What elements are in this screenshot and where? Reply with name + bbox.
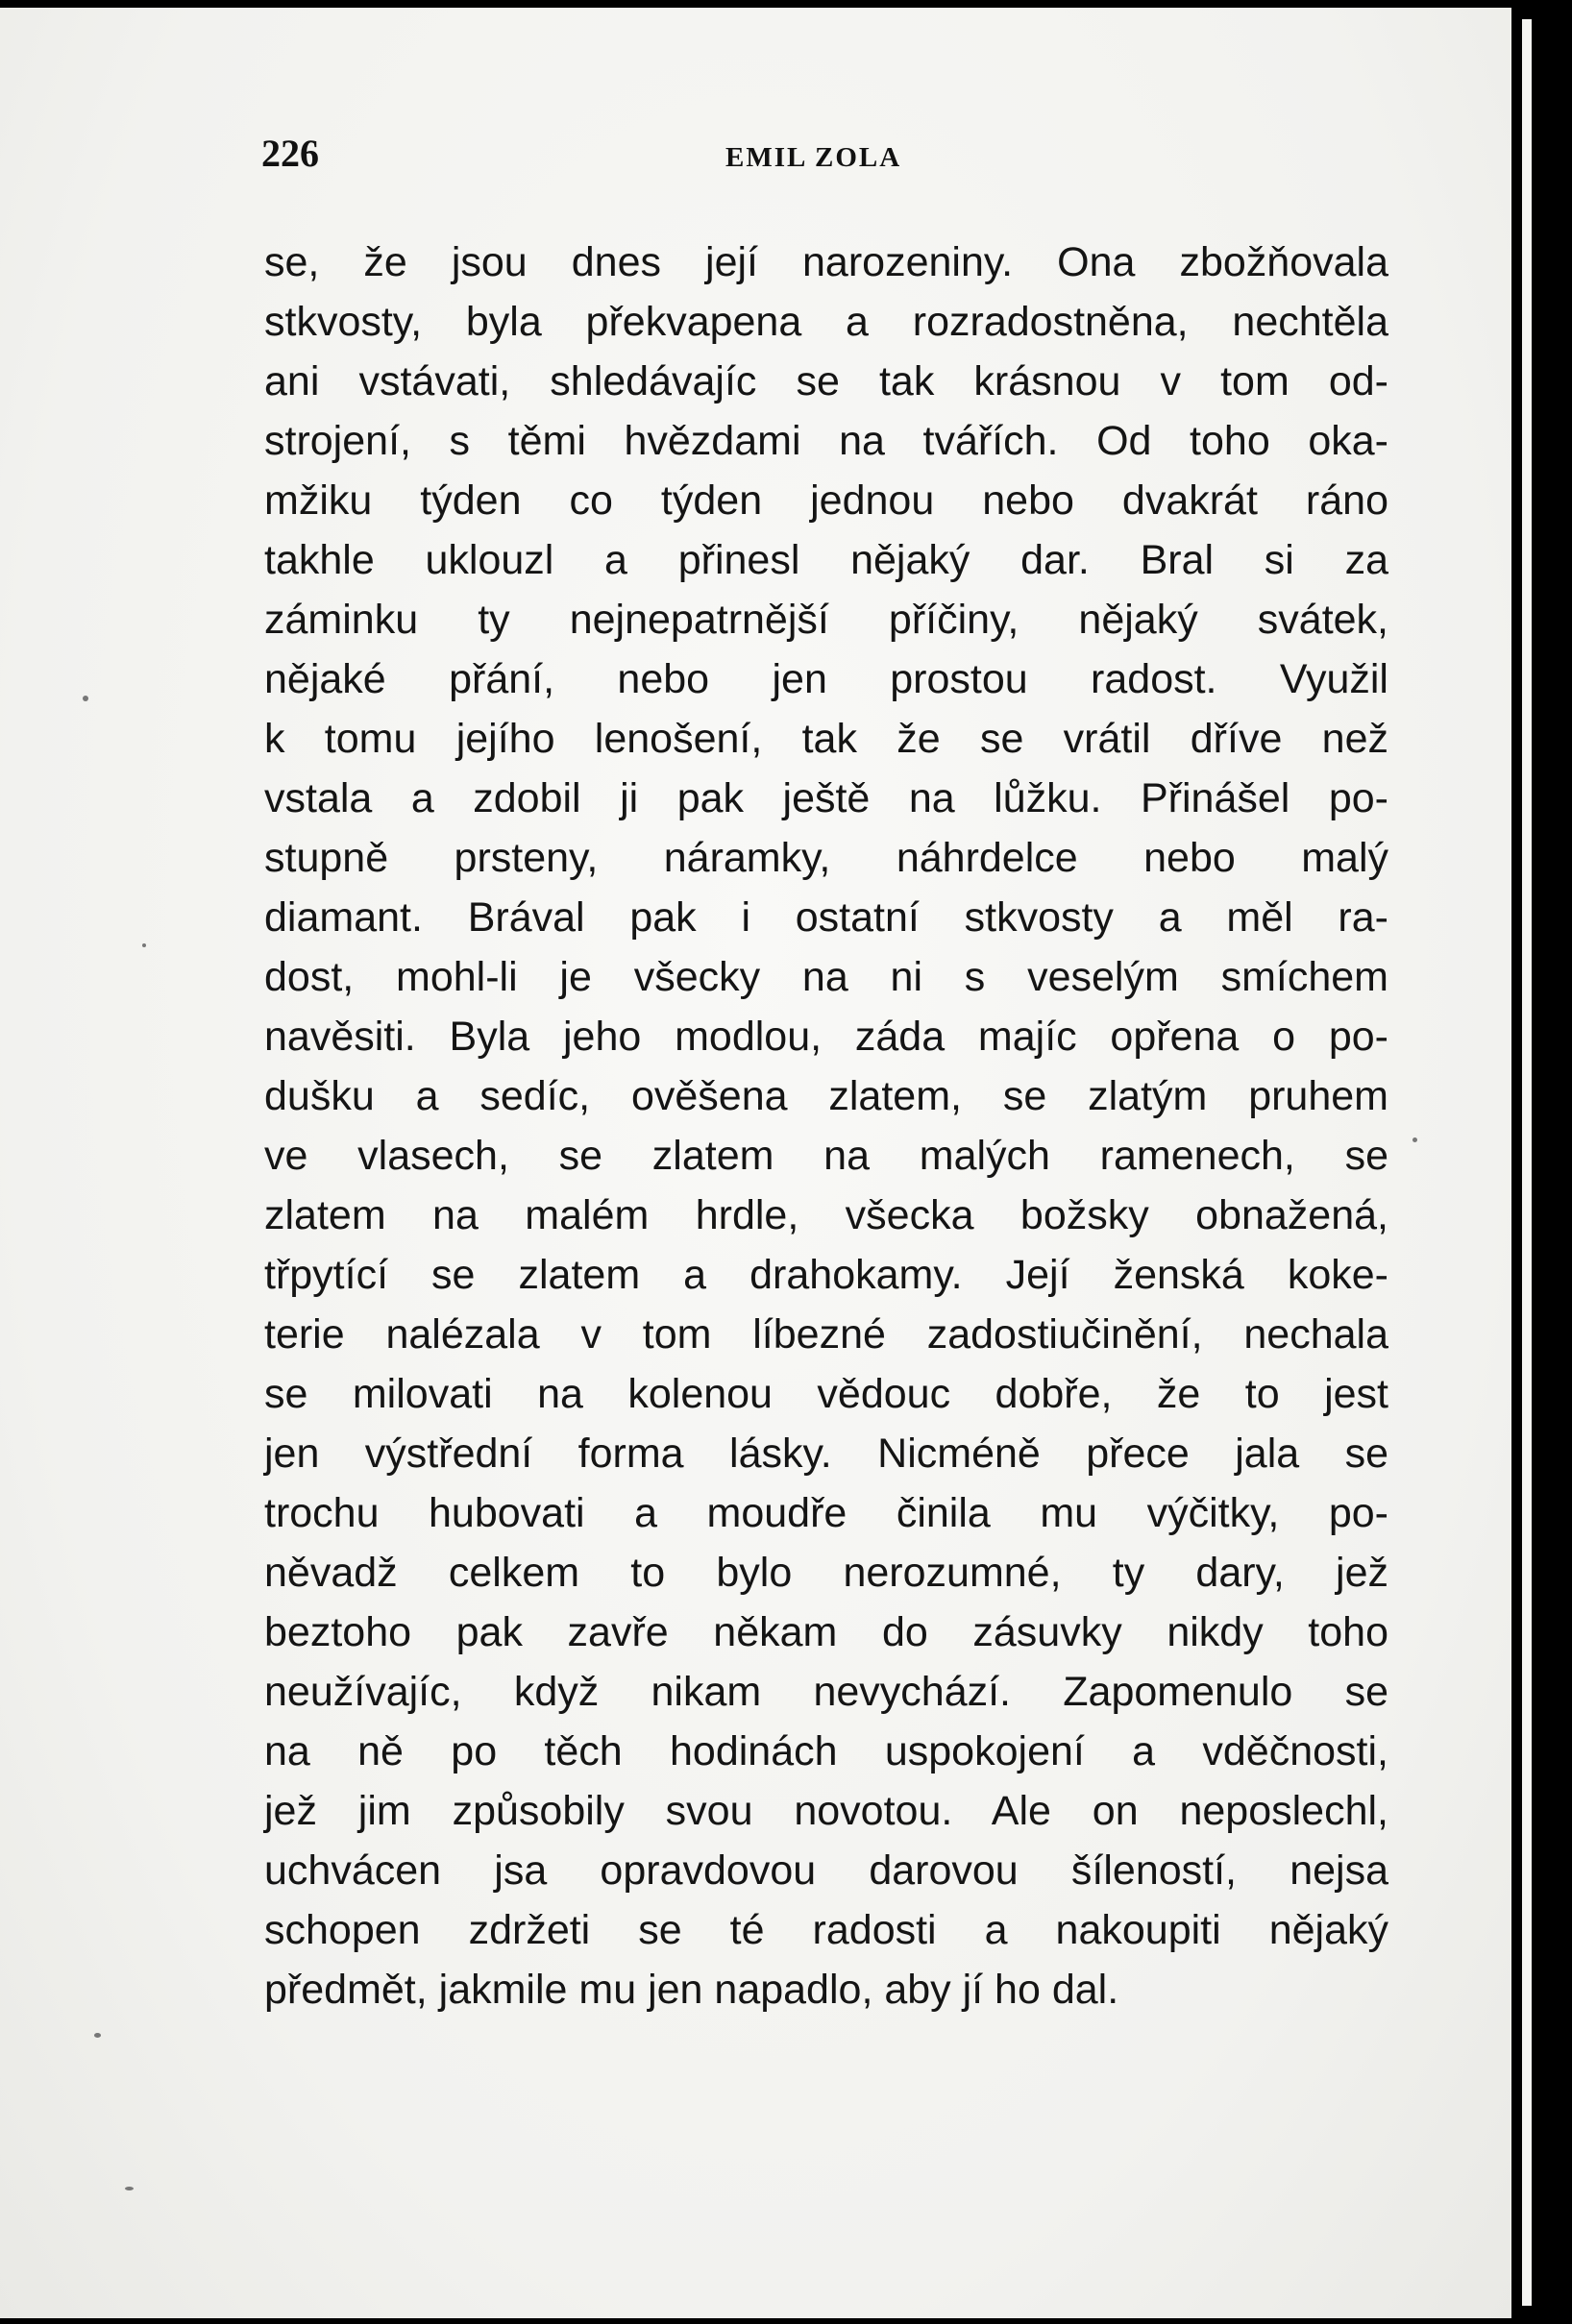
text-line: ve vlasech, se zlatem na malých ramenech, se: [264, 1133, 1388, 1179]
text-line: stupně prsteny, náramky, náhrdelce nebo malý: [264, 835, 1388, 881]
scan-speck: [125, 2187, 134, 2190]
text-line: jež jim způsobily svou novotou. Ale on neposlechl,: [264, 1788, 1388, 1834]
scanned-page: [0, 8, 1511, 2318]
text-line: záminku ty nejnepatrnější příčiny, nějaký svátek,: [264, 597, 1388, 643]
book-edge-strip: [1522, 19, 1532, 2306]
text-line: předmět, jakmile mu jen napadlo, aby jí ho dal.: [264, 1967, 1119, 2013]
text-line: vstala a zdobil ji pak ještě na lůžku. Přinášel po-: [264, 775, 1388, 821]
book-edge: [1511, 0, 1572, 2324]
scan-speck: [142, 943, 146, 947]
scan-speck: [1412, 1138, 1417, 1142]
running-head: EMIL ZOLA: [725, 142, 902, 173]
page-number: 226: [261, 132, 319, 175]
text-line: k tomu jejího lenošení, tak že se vrátil dříve než: [264, 716, 1388, 762]
text-line: navěsiti. Byla jeho modlou, záda majíc opřena o po-: [264, 1014, 1388, 1060]
text-line: zlatem na malém hrdle, všecka božsky obnažená,: [264, 1192, 1388, 1238]
text-line: schopen zdržeti se té radosti a nakoupiti nějaký: [264, 1907, 1388, 1953]
text-line: takhle uklouzl a přinesl nějaký dar. Bral si za: [264, 537, 1388, 583]
text-line: se, že jsou dnes její narozeniny. Ona zbožňovala: [264, 239, 1388, 285]
text-line: neužívajíc, když nikam nevychází. Zapomenulo se: [264, 1669, 1388, 1715]
text-line: ani vstávati, shledávajíc se tak krásnou v tom od-: [264, 358, 1388, 404]
text-line: mžiku týden co týden jednou nebo dvakrát ráno: [264, 477, 1388, 524]
scan-speck: [83, 696, 88, 701]
text-line: trochu hubovati a moudře činila mu výčitky, po-: [264, 1490, 1388, 1536]
text-line: beztoho pak zavře někam do zásuvky nikdy toho: [264, 1609, 1388, 1655]
text-line: dušku a sedíc, ověšena zlatem, se zlatým pruhem: [264, 1073, 1388, 1119]
text-line: uchvácen jsa opravdovou darovou šíleností, nejsa: [264, 1847, 1388, 1894]
text-line: třpytící se zlatem a drahokamy. Její ženská koke-: [264, 1252, 1388, 1298]
text-line: stkvosty, byla překvapena a rozradostněna, nechtěla: [264, 299, 1388, 345]
text-line: strojení, s těmi hvězdami na tvářích. Od toho oka-: [264, 418, 1388, 464]
body-text: [264, 232, 1388, 2019]
text-line: na ně po těch hodinách uspokojení a vděčnosti,: [264, 1728, 1388, 1774]
text-line: něvadž celkem to bylo nerozumné, ty dary, jež: [264, 1550, 1388, 1596]
text-line: jen výstřední forma lásky. Nicméně přece jala se: [264, 1431, 1388, 1477]
text-line: diamant. Brával pak i ostatní stkvosty a měl ra-: [264, 894, 1388, 941]
text-line: terie nalézala v tom líbezné zadostiučinění, nechala: [264, 1311, 1388, 1358]
text-line: nějaké přání, nebo jen prostou radost. Využil: [264, 656, 1388, 702]
text-line: se milovati na kolenou vědouc dobře, že to jest: [264, 1371, 1388, 1417]
scan-speck: [94, 2033, 101, 2038]
text-line: dost, mohl-li je všecky na ni s veselým smíchem: [264, 954, 1388, 1000]
